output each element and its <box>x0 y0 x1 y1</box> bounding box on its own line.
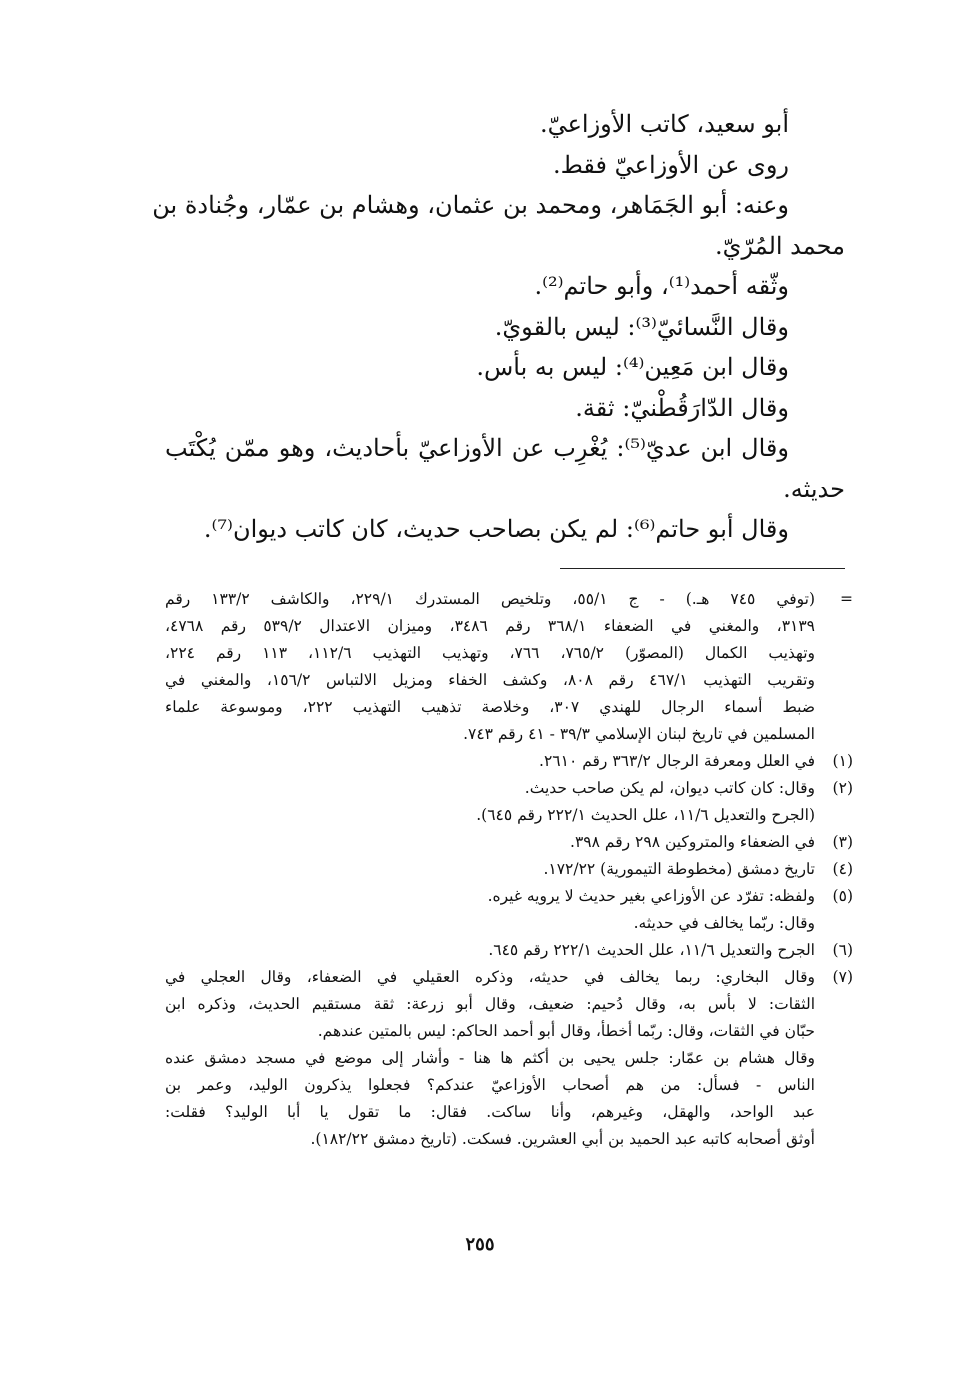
main-line: روى عن الأوزاعيّ فقط. <box>553 150 789 179</box>
continuation-marker: = <box>840 590 853 608</box>
footnote-number: (٤) <box>832 860 853 878</box>
main-line: وقال ابن مَعِين⁽⁴⁾: ليس به بأس. <box>476 353 789 381</box>
footnote-7 <box>165 964 853 1153</box>
footnote-line: وتقريب التهذيب ٤٦٧/١ رقم ٨٠٨، وكشف الخفاء ومزيل الالتباس ١٥٦/٢، والمغني في <box>165 671 815 689</box>
main-line: وقال أبو حاتم⁽⁶⁾: لم يكن بصاحب حديث، كان كاتب ديوان⁽⁷⁾. <box>203 515 789 543</box>
footnote-number: (٢) <box>832 779 853 797</box>
footnote-line: أوثق أصحابه كاتبه عبد الحميد بن أبي العشرين. فسكت. (تاريخ دمشق ١٨٢/٢٢). <box>310 1130 815 1148</box>
footnote-number: (١) <box>832 752 853 770</box>
footnote-line: عبد الواحد، والهقل، وغيرهم، وأنا ساكت. فقال: ما تقول يا أبا الوليد؟ فقلت: <box>165 1103 815 1121</box>
footnote-divider <box>560 568 845 569</box>
main-line: وثّقه أحمد⁽¹⁾، وأبو حاتم⁽²⁾. <box>534 272 789 300</box>
footnote-1 <box>165 748 853 775</box>
main-line: أبو سعيد، كاتب الأوزاعيّ. <box>539 110 789 138</box>
footnote-line: في العلل ومعرفة الرجال ٣٦٣/٢ رقم ٢٦١٠. <box>539 752 815 770</box>
footnote-line: ضبط أسماء الرجال للهندي ٣٠٧، وخلاصة تذهيب التهذيب ٢٢٢، وموسوعة علماء <box>165 698 816 716</box>
footnote-line: وقال: كان كاتب ديوان، لم يكن صاحب حديث. <box>524 779 815 797</box>
footnote-line: تاريخ دمشق (مخطوطة التيمورية) ١٧٢/٢٢. <box>543 860 815 878</box>
footnote-line: الجرح والتعديل ١١/٦، علل الحديث ٢٢٢/١ رقم ٦٤٥. <box>488 941 815 959</box>
footnote-3 <box>165 829 853 856</box>
footnote-line: وقال هشام بن عمّار: جلس يحيى بن أكثم ها هنا - وأشار إلى موضع في مسجد دمشق عنده <box>165 1049 815 1067</box>
main-line: وقال النَّسائيّ⁽³⁾: ليس بالقويّ. <box>494 312 789 341</box>
main-line: محمد المُرّيّ. <box>715 231 845 260</box>
footnote-line: ٣١٣٩، والمغني في الضعفاء ٣٦٨/١ رقم ٣٤٨٦، وميزان الاعتدال ٥٣٩/٢ رقم ٤٧٦٨، <box>165 617 815 635</box>
main-text-block <box>152 104 845 550</box>
main-line: وعنه: أبو الجَمَاهر، ومحمد بن عثمان، وهشام بن عمّار، وجُنادة بن <box>152 191 789 219</box>
footnote-line: وتهذيب الكمال (المصوّر) ٧٦٥/٢، ٧٦٦، وتهذيب التهذيب ١١٢/٦، ١١٣ رقم ٢٢٤، <box>165 644 815 662</box>
footnote-number: (٧) <box>832 968 853 986</box>
footnote-continuation <box>165 586 853 748</box>
footnote-6 <box>165 937 853 964</box>
footnote-number: (٥) <box>832 887 853 905</box>
footnotes-block <box>165 586 853 1153</box>
footnote-number: (٦) <box>832 941 853 959</box>
page-number: ٢٥٥ <box>465 1234 495 1255</box>
footnote-line: في الضعفاء والمتروكين ٢٩٨ رقم ٣٩٨. <box>570 833 815 851</box>
footnote-line: الناس - فسأل: من هم أصحاب الأوزاعيّ عندكم؟ فجعلوا يذكرون الوليد، وعمر بن <box>165 1076 815 1094</box>
footnote-line: (توفي ٧٤٥ هـ.) - ج ٥٥/١، وتلخيص المستدرك ٢٢٩/١، والكاشف ١٣٣/٢ رقم <box>165 590 816 608</box>
main-line: حديثه. <box>783 474 845 503</box>
footnote-line: المسلمين في تاريخ لبنان الإسلامي ٣٩/٣ - ٤١ رقم ٧٤٣. <box>463 725 815 743</box>
footnote-5 <box>165 883 853 937</box>
main-line: وقال الدّارَقُطْنيّ: ثقة. <box>575 393 789 422</box>
footnote-line: وقال: ربّما يخالف في حديثه. <box>633 914 815 932</box>
footnote-2 <box>165 775 853 829</box>
footnote-line: وقال البخاري: ربما يخالف في حديثه، وذكره العقيلي في الضعفاء، وقال العجلي في <box>165 968 815 986</box>
footnote-line: (الجرح والتعديل ١١/٦، علل الحديث ٢٢٢/١ رقم ٦٤٥). <box>476 806 815 824</box>
footnote-line: الثقات: لا بأس به، وقال دُحيم: ضعيف، وقال أبو زرعة: ثقة مستقيم الحديث، وذكره ابن <box>165 995 815 1013</box>
main-line: وقال ابن عديّ⁽⁵⁾: يُغْرِب عن الأوزاعيّ بأحاديث، وهو ممّن يُكْتَب <box>165 434 789 462</box>
footnote-number: (٣) <box>832 833 853 851</box>
footnote-line: ولفظه: تفرّد عن الأوزاعي بغير حديث لا يرويه غيره. <box>487 887 815 905</box>
footnote-4 <box>165 856 853 883</box>
footnote-line: حبّان في الثقات، وقال: ربّما أخطأ، وقال أبو أحمد الحاكم: ليس بالمتين عندهم. <box>317 1022 815 1040</box>
